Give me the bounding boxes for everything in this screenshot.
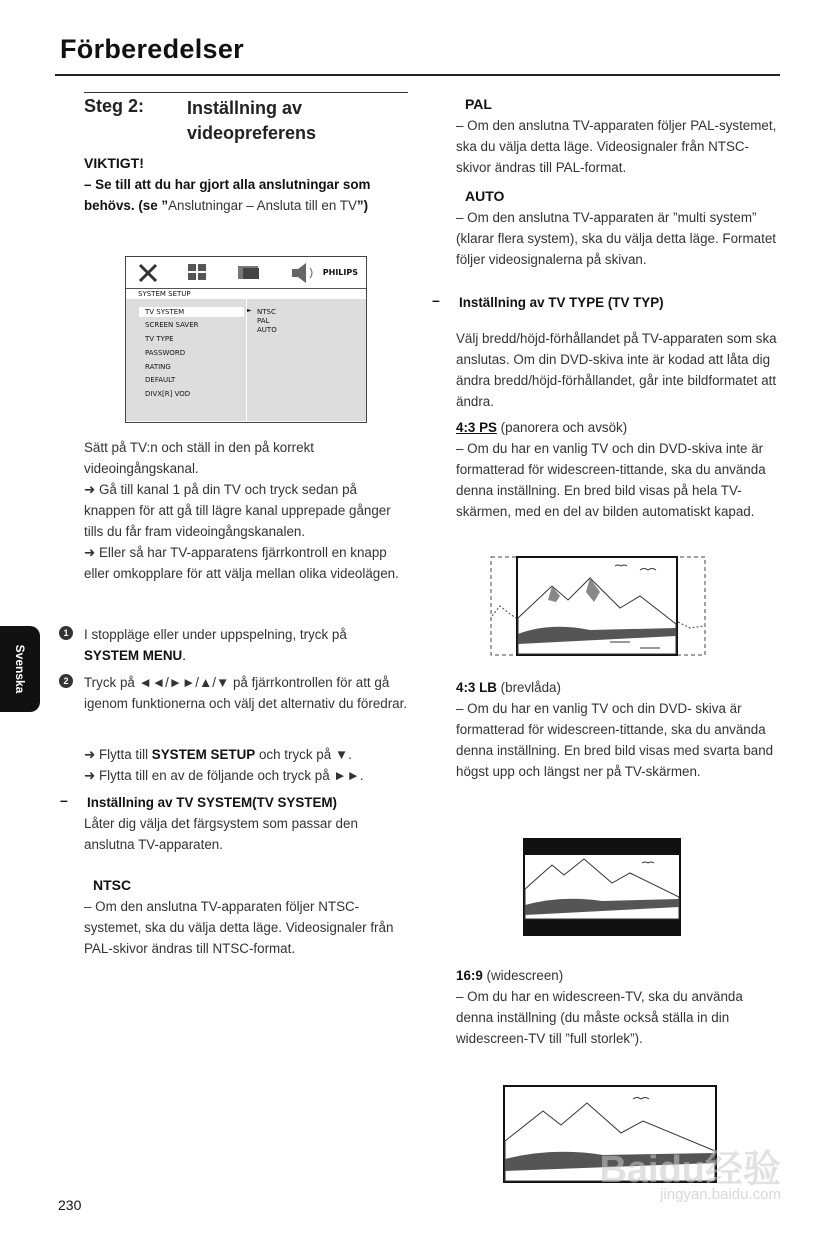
ntsc-text: – Om den anslutna TV-apparaten följer NTSC-systemet, ska du välja detta läge. Videosignaler från PAL-skivor ändras till NTSC-format.: [84, 899, 394, 956]
watermark-url: jingyan.baidu.com: [660, 1186, 781, 1203]
language-tab: [0, 626, 40, 712]
tools-icon: [140, 265, 156, 281]
watermark-logo: Baidu经验: [599, 1149, 781, 1191]
important-text-ref: Anslutningar – Ansluta till en TV: [168, 198, 357, 213]
menu-item[interactable]: DEFAULT: [145, 376, 176, 384]
language-tab-label: Svenska: [13, 644, 27, 694]
title-divider: [55, 74, 780, 76]
substeps-block: [84, 744, 409, 786]
lb-sub: (brevlåda): [500, 680, 561, 695]
display-icon: [238, 266, 259, 279]
pal-section: [456, 94, 781, 178]
important-text-end: ”): [356, 198, 369, 213]
letterbox-illustration: [522, 837, 682, 937]
menu-item[interactable]: TV SYSTEM: [145, 308, 185, 316]
philips-logo: PHILIPS: [322, 268, 358, 277]
menu-header: SYSTEM SETUP: [138, 290, 191, 298]
step-title: Inställning av videopreferens: [187, 98, 317, 143]
step-number-badge: 2: [59, 674, 73, 688]
system-setup-screen: [125, 256, 367, 423]
menu-option[interactable]: AUTO: [257, 326, 277, 334]
tv-system-desc: Låter dig välja det färgsystem som passar den anslutna TV-apparaten.: [84, 816, 358, 852]
tv-system-desc-block: [84, 813, 409, 855]
substep: ➜ Flytta till en av de följande och tryck på ►►.: [84, 768, 364, 783]
lb-text: – Om du har en vanlig TV och din DVD- skiva är formatterad för widescreen-tittande, ska du använda denna inställning. En bred bild visas med svarta band högst upp och längst ner på TV-skärmen.: [456, 701, 774, 779]
ws-sub: (widescreen): [486, 968, 564, 983]
menu-item[interactable]: SCREEN SAVER: [145, 321, 199, 329]
tv-type-heading: Inställning av TV TYPE (TV TYP): [459, 295, 664, 310]
left-intro-block: [84, 437, 409, 584]
menu-item[interactable]: TV TYPE: [145, 335, 174, 343]
section-dash: –: [60, 792, 68, 808]
ntsc-section: [84, 875, 409, 959]
ps-section: [456, 417, 781, 522]
auto-text: – Om den anslutna TV-apparaten är ”multi system” (klarar flera system), ska du välja detta läge. Formatet följer videosignalerna på skivan.: [456, 210, 777, 267]
menu-header-divider: [126, 288, 366, 289]
ps-text: – Om du har en vanlig TV och din DVD-skiva inte är formatterad för widescreen-tittande, ska du använda denna inställning. En bred bild visas på hela TV-skärmen, med en del av bilden automatiskt kapad.: [456, 441, 766, 519]
step1-text: I stoppläge eller under uppspelning, tryck på: [84, 627, 347, 642]
tv-system-section: [87, 792, 409, 813]
pal-text: – Om den anslutna TV-apparaten följer PAL-systemet, ska du välja detta läge. Videosignaler från NTSC-skivor ändras till PAL-format.: [456, 118, 777, 175]
menu-column-divider: [246, 299, 247, 421]
system-menu-label: [84, 645, 409, 666]
video-settings-icon: [188, 264, 206, 280]
lb-heading: 4:3 LB: [456, 680, 497, 695]
ps-heading: 4:3 PS: [456, 420, 497, 435]
tv-system-heading: Inställning av TV SYSTEM(TV SYSTEM): [87, 795, 337, 810]
tip-text: ➜ Gå till kanal 1 på din TV och tryck sedan på knappen för att gå till lägre kanal upprepade gånger tills du får fram videoingångskanalen.: [84, 482, 391, 539]
step1-end: .: [182, 648, 186, 663]
auto-section: [456, 186, 781, 270]
lb-title: [456, 677, 781, 698]
pal-heading: PAL: [465, 96, 492, 112]
important-section: [84, 153, 409, 216]
step2-text: Tryck på ◄◄/►►/▲/▼ på fjärrkontrollen för att gå igenom funktionerna och välj det alternativ du föredrar.: [84, 675, 408, 711]
step-label: Steg 2:: [84, 96, 145, 116]
menu-item[interactable]: PASSWORD: [145, 349, 186, 357]
intro-text: Sätt på TV:n och ställ in den på korrekt videoingångskanal.: [84, 440, 315, 476]
ps-title: [456, 417, 781, 438]
system-setup-key: SYSTEM SETUP: [151, 747, 256, 762]
menu-option[interactable]: NTSC: [257, 308, 276, 316]
ntsc-heading: NTSC: [93, 877, 132, 893]
step-divider: [84, 92, 408, 93]
tv-type-desc: Välj bredd/höjd-förhållandet på TV-apparaten som ska anslutas. Om din DVD-skiva inte är kodad att låta dig ändra bredd/höjd-förhållandet, går inte bildformatet att ändra.: [456, 331, 777, 409]
important-heading: VIKTIGT!: [84, 155, 144, 171]
step1-block: [84, 624, 409, 666]
ws-title: [456, 965, 781, 986]
lb-section: [456, 677, 781, 782]
ws-section: [456, 965, 781, 1049]
ws-heading: 16:9: [456, 968, 483, 983]
menu-item[interactable]: RATING: [145, 363, 171, 371]
important-text-bold: – Se till att du har gjort alla anslutningar som behövs. (se ”: [84, 177, 371, 213]
speaker-icon: [292, 263, 312, 283]
tip-text: ➜ Eller så har TV-apparatens fjärrkontroll en knapp eller omkopplare för att välja mellan olika videolägen.: [84, 545, 399, 581]
step2-block: [84, 672, 409, 714]
substep-pre: ➜ Flytta till: [84, 747, 149, 762]
system-menu-key: SYSTEM MENU: [84, 648, 183, 663]
page-title: Förberedelser: [60, 34, 244, 64]
section-dash: –: [432, 292, 440, 308]
page-number: 230: [58, 1197, 82, 1213]
ws-text: – Om du har en widescreen-TV, ska du använda denna inställning (du måste också ställa in din widescreen-TV till ”full storlek”).: [456, 989, 743, 1046]
step-number-badge: 1: [59, 626, 73, 640]
ps-sub: (panorera och avsök): [500, 420, 628, 435]
tv-type-desc-block: [456, 328, 781, 412]
arrow-right-icon: ►: [247, 307, 252, 314]
substep-post: och tryck på ▼.: [258, 747, 352, 762]
tv-type-section: [459, 292, 781, 313]
menu-option[interactable]: PAL: [257, 317, 270, 325]
auto-heading: AUTO: [465, 188, 505, 204]
substep: [84, 744, 409, 765]
menu-item[interactable]: DIVX[R] VOD: [145, 390, 191, 398]
pan-scan-illustration: [490, 556, 706, 656]
